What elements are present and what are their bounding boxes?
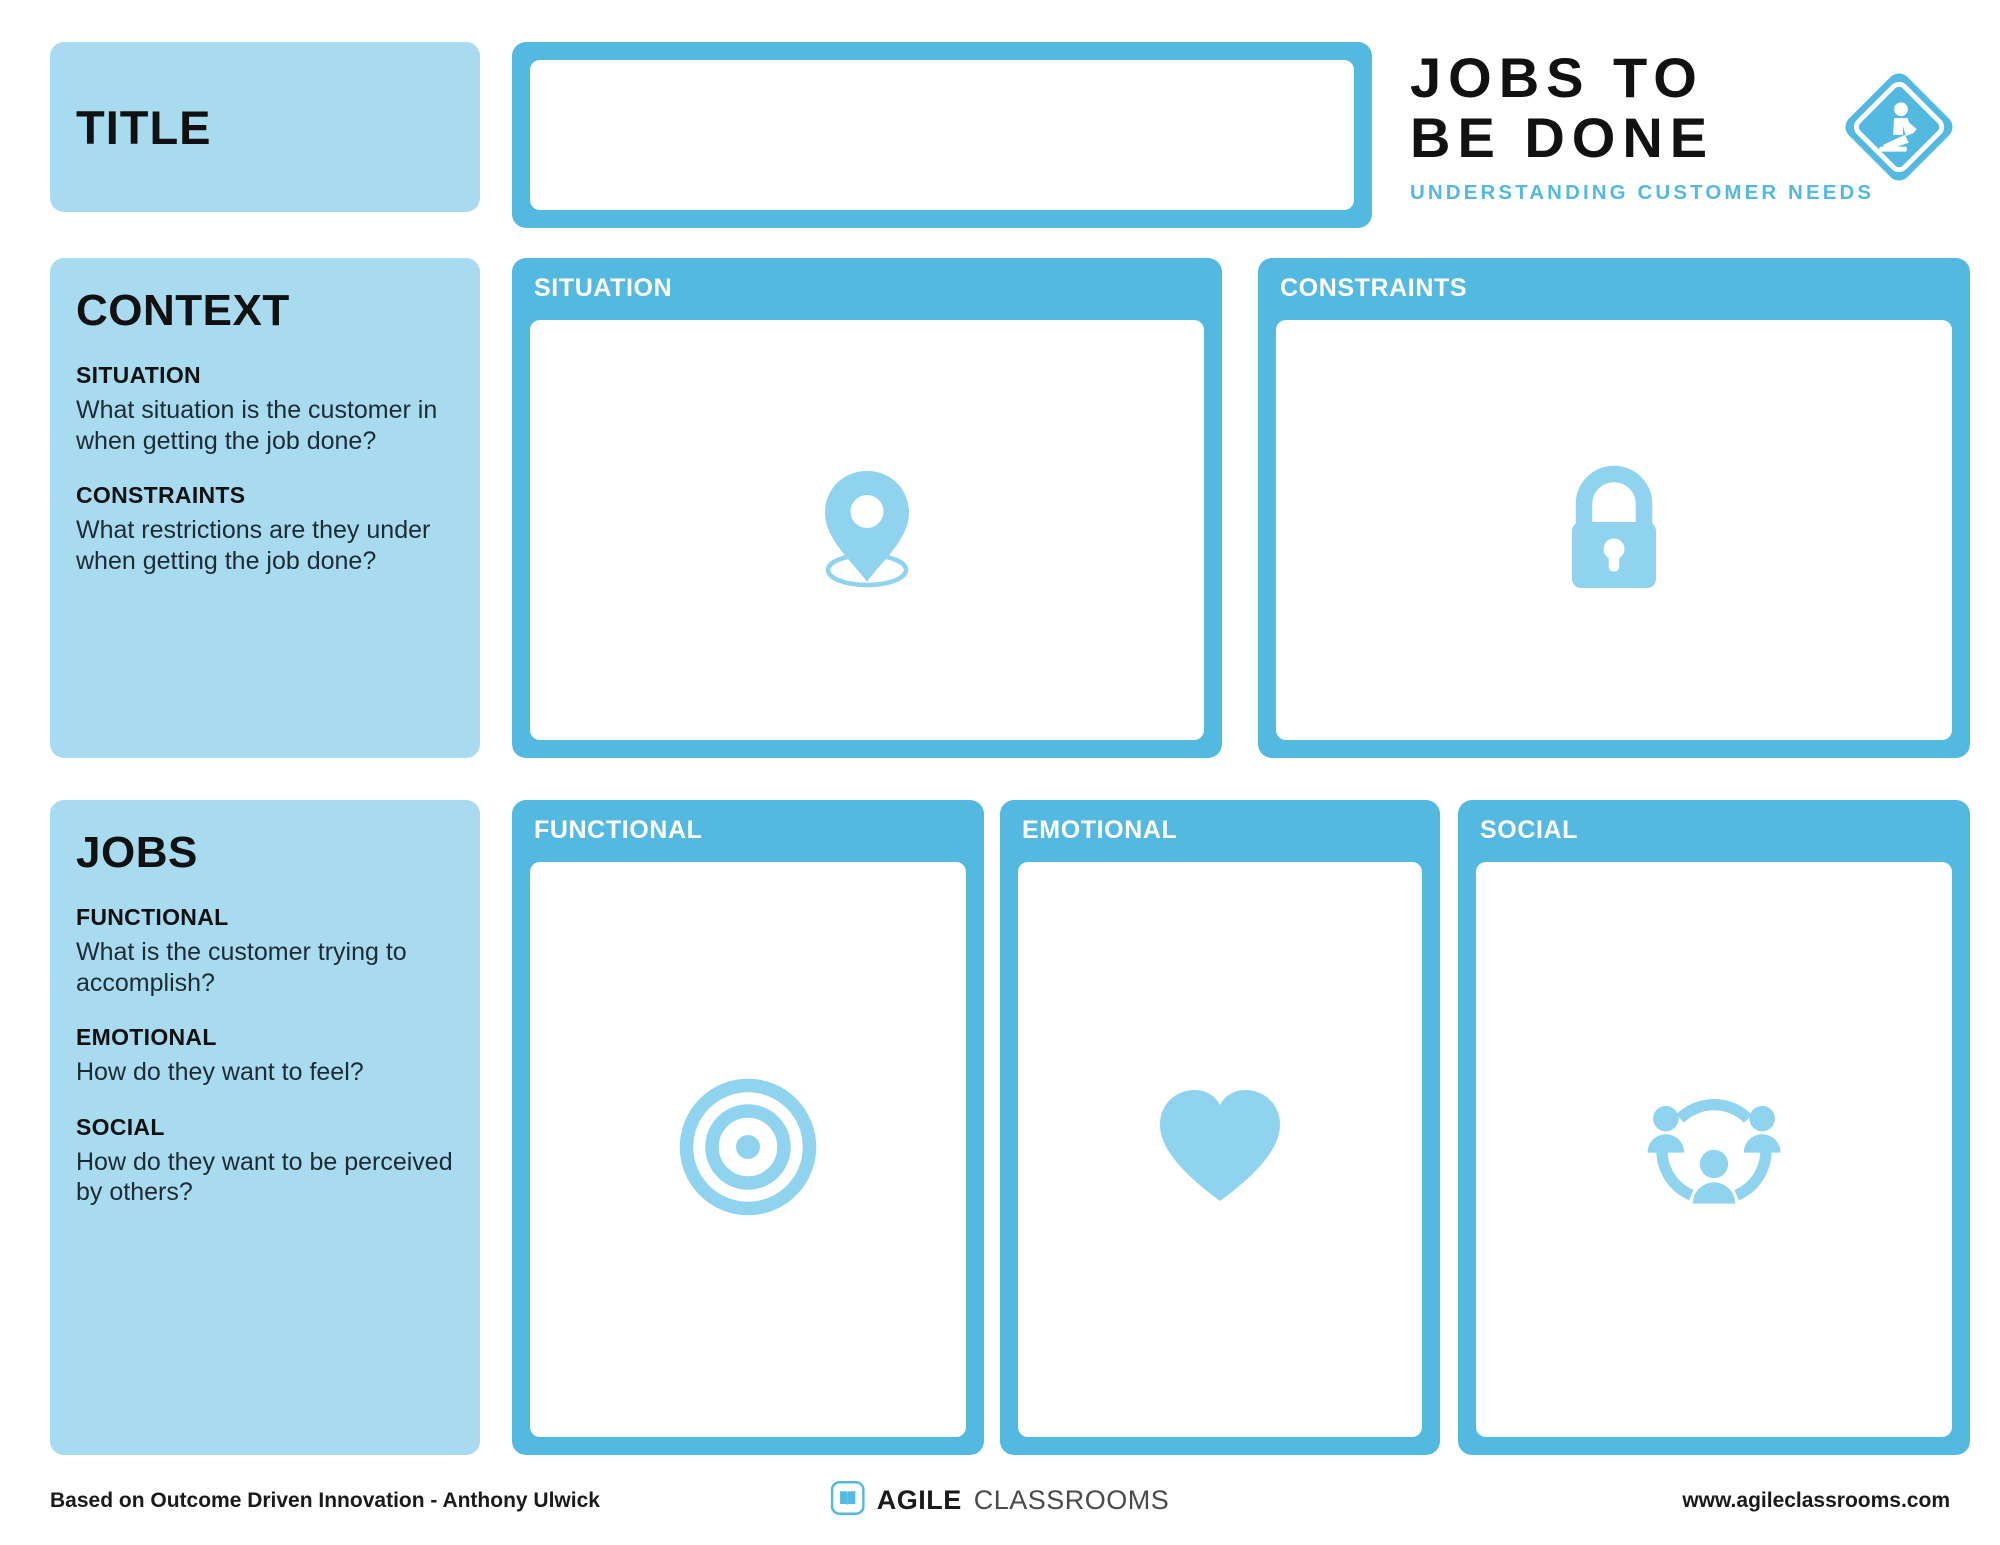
context-item-label-constraints: CONSTRAINTS xyxy=(76,482,246,508)
target-icon xyxy=(673,1072,823,1227)
card-title-constraints: CONSTRAINTS xyxy=(1280,274,1468,302)
context-heading: CONTEXT xyxy=(76,286,290,335)
footer-website[interactable]: www.agileclassrooms.com xyxy=(1682,1489,1950,1512)
card-situation[interactable] xyxy=(512,258,1222,758)
card-emotional[interactable] xyxy=(1000,800,1440,1455)
card-title-emotional: EMOTIONAL xyxy=(1022,816,1178,844)
context-side-panel xyxy=(50,258,480,758)
card-title-functional: FUNCTIONAL xyxy=(534,816,703,844)
logo-line-2: BE DONE xyxy=(1410,106,1715,170)
footer-brand xyxy=(831,1481,1170,1520)
context-item-label-situation: SITUATION xyxy=(76,362,201,388)
title-label: TITLE xyxy=(76,100,212,154)
footer-attribution: Based on Outcome Driven Innovation - Anthony Ulwick xyxy=(50,1489,600,1512)
book-icon xyxy=(831,1481,865,1520)
jobs-item-question-social: How do they want to be perceived by others? xyxy=(76,1147,453,1206)
lock-icon xyxy=(1539,453,1689,608)
logo-subtitle: UNDERSTANDING CUSTOMER NEEDS xyxy=(1410,180,1875,204)
card-social[interactable] xyxy=(1458,800,1970,1455)
jobs-item-question-functional: What is the customer trying to accomplish? xyxy=(76,938,407,997)
jobs-heading: JOBS xyxy=(76,828,198,877)
heart-icon xyxy=(1145,1072,1295,1227)
jobs-item-label-functional: FUNCTIONAL xyxy=(76,904,229,930)
footer-brand-bold: AGILE xyxy=(876,1485,962,1515)
jobs-item-question-emotional: How do they want to feel? xyxy=(76,1058,364,1086)
footer xyxy=(0,1475,2000,1535)
card-functional[interactable] xyxy=(512,800,984,1455)
card-body-functional[interactable] xyxy=(530,862,966,1437)
logo-line-1: JOBS TO xyxy=(1410,46,1704,109)
brand-logo xyxy=(1410,40,1970,220)
card-title-social: SOCIAL xyxy=(1480,816,1579,844)
context-item-question-constraints: What restrictions are they under when getting the job done? xyxy=(76,516,431,575)
card-constraints[interactable] xyxy=(1258,258,1970,758)
card-body-constraints[interactable] xyxy=(1276,320,1952,740)
card-body-emotional[interactable] xyxy=(1018,862,1422,1437)
title-input[interactable] xyxy=(530,60,1354,210)
card-body-social[interactable] xyxy=(1476,862,1952,1437)
people-network-icon xyxy=(1629,1072,1799,1227)
footer-brand-light: CLASSROOMS xyxy=(973,1485,1170,1515)
title-input-frame xyxy=(512,42,1372,228)
title-label-panel xyxy=(50,42,480,212)
map-pin-icon xyxy=(792,453,942,608)
jobs-item-label-social: SOCIAL xyxy=(76,1113,165,1140)
card-body-situation[interactable] xyxy=(530,320,1204,740)
context-item-question-situation: What situation is the customer in when getting the job done? xyxy=(76,396,438,455)
card-title-situation: SITUATION xyxy=(534,274,673,302)
jobs-item-label-emotional: EMOTIONAL xyxy=(76,1024,217,1050)
road-work-sign-icon xyxy=(1840,68,1958,186)
jobs-side-panel xyxy=(50,800,480,1455)
